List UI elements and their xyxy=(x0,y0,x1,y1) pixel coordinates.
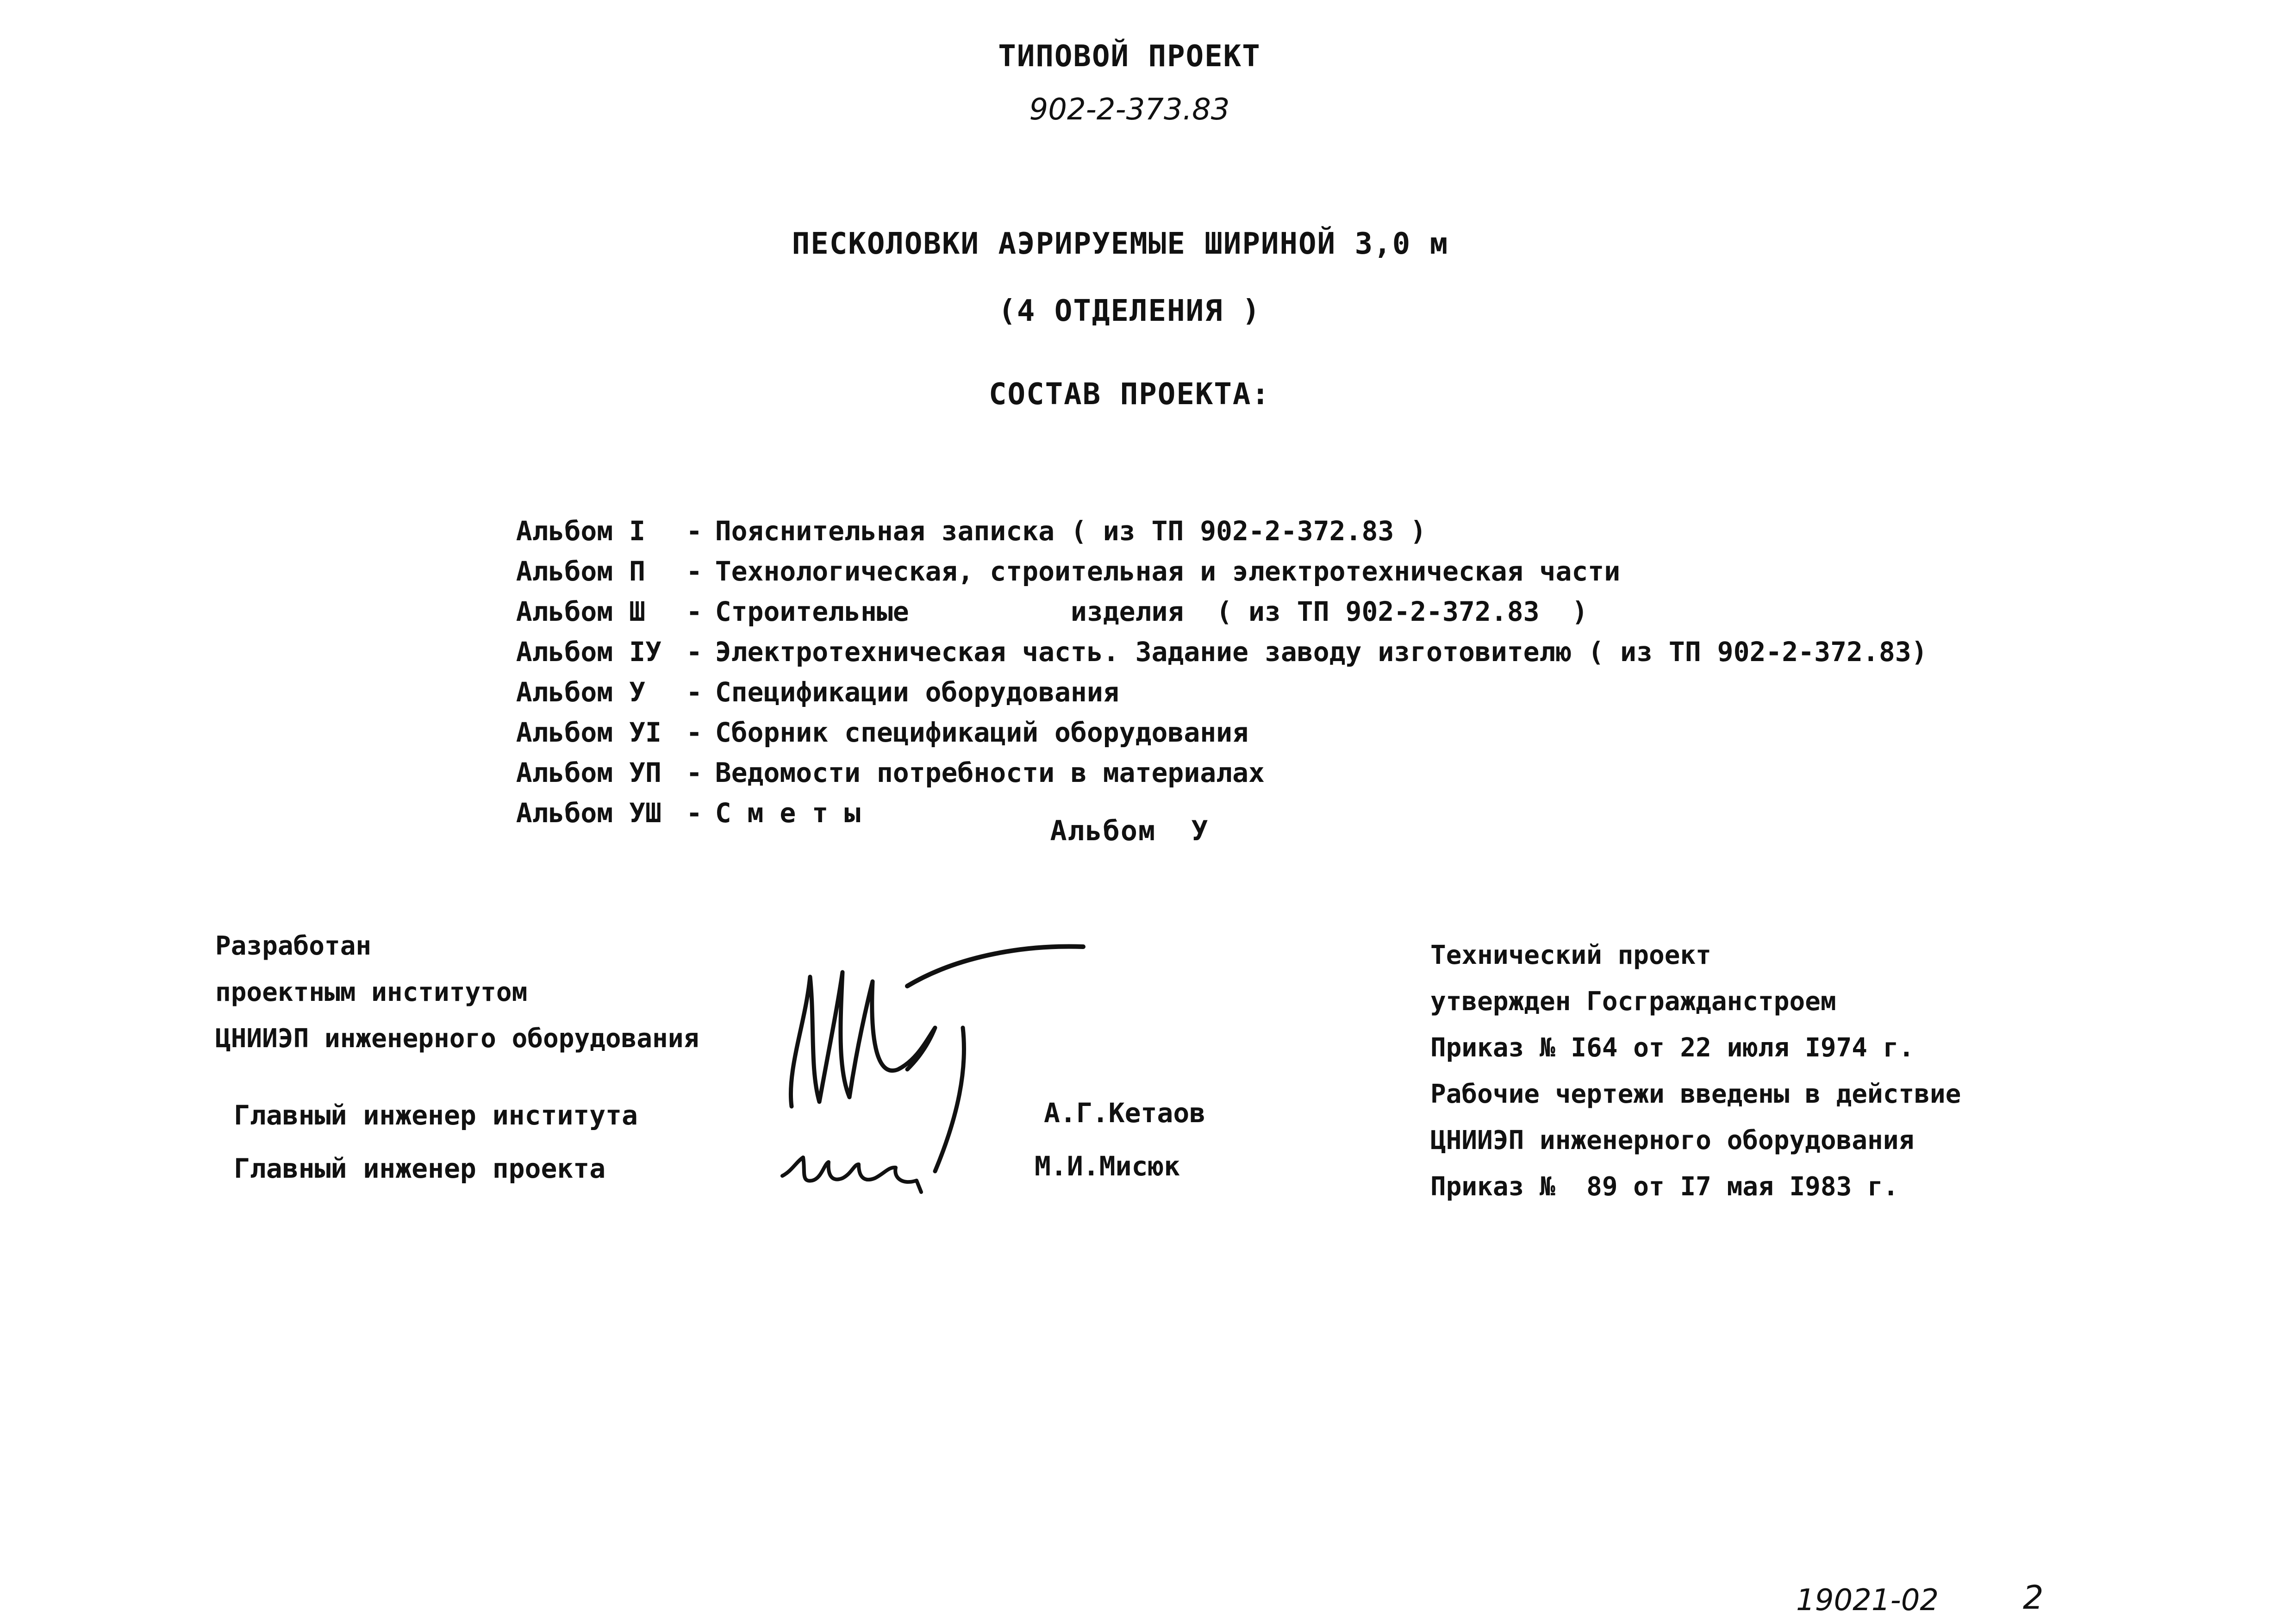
approval-line: Технический проект xyxy=(1430,940,1711,970)
developer-block xyxy=(215,914,699,1062)
list-item: Альбом Ш - Строительные изделия ( из ТП 902-2-372.83 ) xyxy=(516,596,1588,627)
project-subtitle: (4 ОТДЕЛЕНИЯ ) xyxy=(998,294,1261,328)
album-description: Ведомости потребности в материалах xyxy=(715,757,1265,788)
developer-line: ЦНИИЭП инженерного оборудования xyxy=(215,1024,699,1054)
list-item: Альбом У - Спецификации оборудования xyxy=(516,676,1119,708)
album-name: Альбом П xyxy=(516,556,646,587)
list-item: Альбом П - Технологическая, строительная и электротехническая части xyxy=(516,556,1621,587)
project-subject: ПЕСКОЛОВКИ АЭРИРУЕМЫЕ ШИРИНОЙ 3,0 м xyxy=(792,227,1449,261)
album-name: Альбом УШ xyxy=(516,797,661,829)
signature-role-chief-engineer-institute: Главный инженер института xyxy=(234,1099,638,1131)
album-description: Сборник спецификаций оборудования xyxy=(715,717,1249,748)
list-item: Альбом УШ - С м е т ы xyxy=(516,797,861,829)
album-description: Технологическая, строительная и электротехническая части xyxy=(715,556,1621,587)
signature-role-chief-engineer-project: Главный инженер проекта xyxy=(234,1153,606,1184)
list-item: Альбом УП - Ведомости потребности в материалах xyxy=(516,757,1265,788)
list-item: Альбом УI - Сборник спецификаций оборудования xyxy=(516,717,1249,748)
signature-name-chief-engineer-project: М.И.Мисюк xyxy=(1035,1150,1180,1182)
composition-heading: СОСТАВ ПРОЕКТА: xyxy=(989,377,1270,412)
album-description: С м е т ы xyxy=(715,797,861,829)
signature-name-chief-engineer-institute: А.Г.Кетаов xyxy=(1044,1097,1206,1129)
list-item: Альбом I - Пояснительная записка ( из ТП 902-2-372.83 ) xyxy=(516,515,1427,547)
approval-line: Приказ № I64 от 22 июля I974 г. xyxy=(1430,1033,1915,1063)
document-type-title: ТИПОВОЙ ПРОЕКТ xyxy=(998,39,1261,74)
album-description: Строительные изделия ( из ТП 902-2-372.83 ) xyxy=(715,596,1588,627)
album-description: Спецификации оборудования xyxy=(715,676,1119,708)
current-album-label: Альбом У xyxy=(1050,815,1209,847)
developer-line: проектным институтом xyxy=(215,977,528,1007)
approval-block xyxy=(1430,924,1961,1210)
approval-line: Рабочие чертежи введены в действие xyxy=(1430,1079,1961,1109)
page-number: 2 xyxy=(2023,1579,2044,1617)
album-name: Альбом I xyxy=(516,515,646,547)
album-name: Альбом УП xyxy=(516,757,661,788)
album-name: Альбом У xyxy=(516,676,646,708)
album-description: Пояснительная записка ( из ТП 902-2-372.83 ) xyxy=(715,515,1427,547)
list-item: Альбом IУ - Электротехническая часть. Задание заводу изготовителю ( из ТП 902-2-372.83) xyxy=(516,636,1928,668)
signature-graphic-project xyxy=(778,1139,935,1199)
album-name: Альбом Ш xyxy=(516,596,646,627)
approval-line: ЦНИИЭП инженерного оборудования xyxy=(1430,1125,1915,1156)
document-code: 19021-02 xyxy=(1796,1583,1939,1618)
approval-line: Приказ № 89 от I7 мая I983 г. xyxy=(1430,1172,1899,1202)
album-name: Альбом УI xyxy=(516,717,661,748)
developer-line: Разработан xyxy=(215,931,372,961)
album-description: Электротехническая часть. Задание заводу изготовителю ( из ТП 902-2-372.83) xyxy=(715,636,1928,668)
project-number: 902-2-373.83 xyxy=(1029,93,1230,127)
approval-line: утвержден Госгражданстроем xyxy=(1430,987,1836,1017)
album-name: Альбом IУ xyxy=(516,636,661,668)
